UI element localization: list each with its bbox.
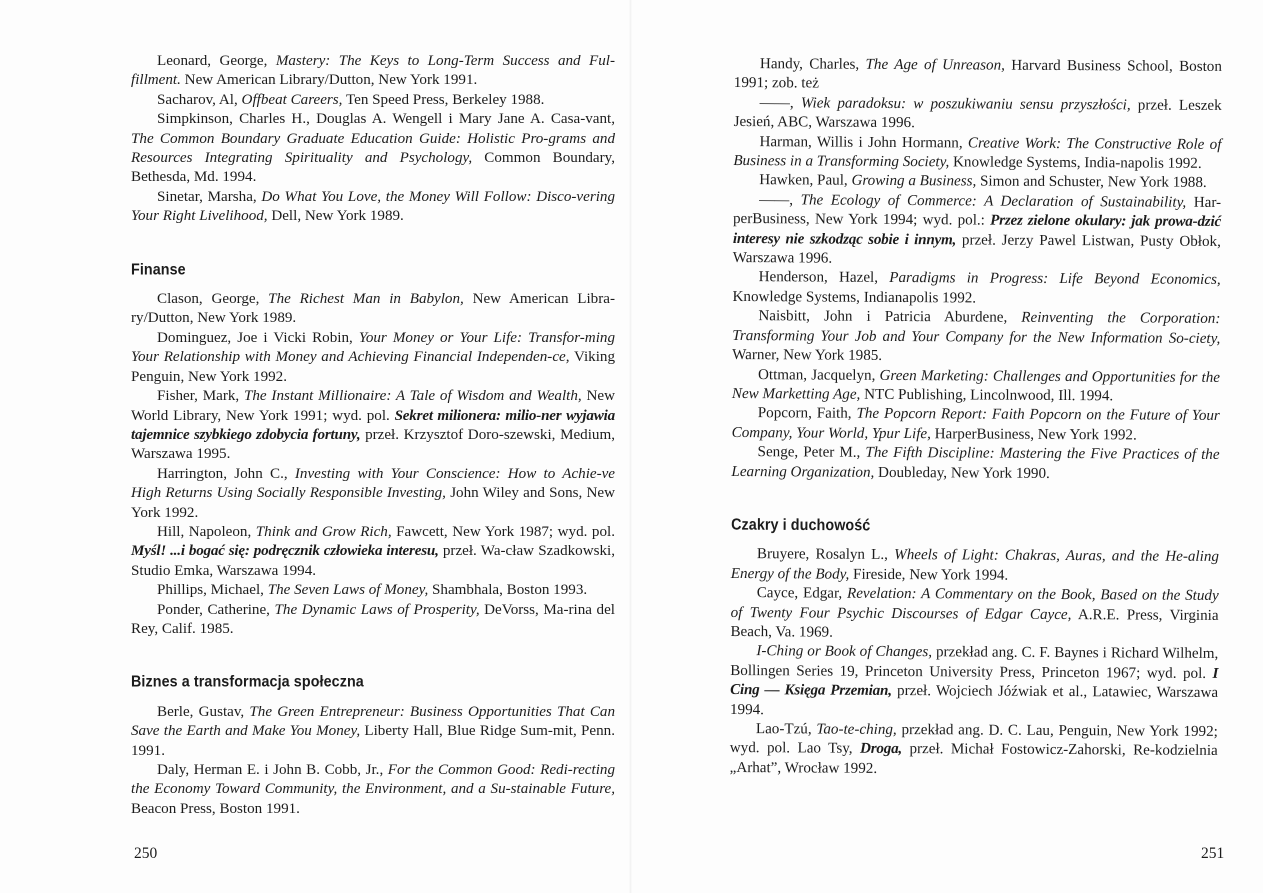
entry-text: Simon and Schuster, New York 1988.	[976, 173, 1207, 192]
entry-text: Har-perBusiness, New York 1994; wyd. pol.:	[732, 194, 1222, 229]
entry-title: Think and Grow Rich,	[255, 523, 392, 540]
entry-title: The Common Boundary Graduate Education Guide: Holistic Pro-grams and Resources Integrating Spirituality and Psychology,	[131, 130, 615, 167]
entry-title: The Popcorn Report: Faith Popcorn on the Future of Your Company, Your World, Ypur Life,	[731, 406, 1220, 442]
bibliography-entry	[730, 642, 1218, 723]
entry-title: The Dynamic Laws of Prosperity,	[274, 601, 480, 618]
entry-text: Fawcett, New York 1987; wyd. pol.	[391, 523, 615, 540]
entry-text: Ottman, Jacquelyn,	[757, 366, 880, 384]
right-page-column	[730, 55, 1222, 781]
bibliography-entry	[732, 404, 1220, 446]
entry-text: Harman, Willis i John Hormann,	[759, 133, 968, 152]
entry-text: Harrington, John C.,	[157, 465, 295, 482]
entry-text: NTC Publishing, Lincolnwood, Ill. 1994.	[860, 386, 1114, 405]
bibliography-entry	[131, 601, 615, 640]
entry-title: Your Money or Your Life: Transfor-ming Your Relationship with Money and Achieving Financial Independen-ce,	[131, 329, 615, 366]
biznes-entries	[131, 703, 615, 819]
entry-title: The Green Entrepreneur: Business Opportunities That Can Save the Earth and Make You Money,	[131, 703, 615, 740]
entry-text: Sacharov, Al,	[157, 91, 242, 108]
entry-text: A.R.E. Press, Virginia Beach, Va. 1969.	[730, 606, 1219, 641]
bibliography-entry	[131, 387, 615, 465]
section-heading-biznes: Biznes a transformacja społeczna	[131, 673, 364, 692]
entry-text: Sinetar, Marsha,	[157, 188, 262, 205]
entry-title: For the Common Good: Redi-recting the Economy Toward Community, the Environment, and a Su-stainable Future,	[131, 762, 615, 798]
left-page	[0, 0, 631, 893]
entry-text: Beacon Press, Boston 1991.	[131, 800, 300, 817]
entry-title: Paradigms in Progress: Life Beyond Economics,	[889, 270, 1221, 289]
entry-text: Doubleday, New York 1990.	[874, 464, 1050, 482]
bibliography-entry	[131, 703, 615, 761]
bibliography-entry	[734, 55, 1222, 97]
entry-text: Naisbitt, John i Patricia Aburdene,	[758, 308, 1022, 327]
left-intro-entries	[131, 52, 615, 227]
entry-title: Tao-te-ching,	[816, 721, 897, 739]
right-intro-entries	[731, 55, 1222, 485]
entry-text: Shambhala, Boston 1993.	[428, 582, 588, 599]
entry-title: Investing with Your Conscience: How to Achie-ve High Returns Using Socially Responsible Investing,	[131, 465, 616, 502]
entry-text: Liberty Hall, Blue Ridge Sum-mit, Penn. 1991.	[131, 723, 615, 759]
entry-text: przeł. Wojciech Jóźwiak et al., Latawiec, Warszawa 1994.	[729, 683, 1219, 718]
entry-text: Dell, New York 1989.	[267, 208, 404, 225]
entry-title: The Seven Laws of Money,	[267, 582, 429, 599]
page-number-left: 250	[134, 845, 158, 862]
entry-text: Common Boundary, Bethesda, Md. 1994.	[131, 150, 615, 186]
left-page-column	[131, 52, 615, 819]
entry-text: Berle, Gustav,	[157, 703, 250, 720]
bibliography-entry	[131, 761, 615, 819]
entry-title: Creative Work: The Constructive Role of Business in a Transforming Society,	[733, 135, 1222, 171]
entry-text: Bruyere, Rosalyn L.,	[756, 546, 895, 564]
entry-text: przeł. Leszek Jesień, ABC, Warszawa 1996.	[733, 97, 1222, 132]
entry-title: The Richest Man in Babylon,	[268, 291, 464, 308]
entry-title: The Fifth Discipline: Mastering the Five Practices of the Learning Organization,	[731, 444, 1220, 481]
entry-title: Mastery: The Keys to Long-Term Success and Ful-fillment.	[131, 53, 616, 89]
section-heading-czakry: Czakry i duchowość	[731, 516, 871, 535]
bibliography-entry	[732, 307, 1220, 368]
entry-text: Popcorn, Faith,	[757, 405, 857, 423]
entry-text: New American Library/Dutton, New York 1991.	[180, 72, 478, 89]
entry-text: Warner, New York 1985.	[732, 347, 883, 365]
bibliography-entry	[131, 329, 615, 387]
entry-text: przekład ang. D. C. Lau, Penguin, New York 1992; wyd. pol. Lao Tsy,	[729, 722, 1218, 758]
entry-text: Hill, Napoleon,	[157, 523, 256, 540]
bibliography-entry	[731, 545, 1219, 587]
entry-text: przeł. Wa-cław Szadkowski, Studio Emka, Warszawa 1994.	[131, 543, 615, 579]
entry-text: John Wiley and Sons, New York 1992.	[131, 485, 616, 521]
entry-text: New American Libra-ry/Dutton, New York 1989.	[131, 291, 615, 327]
entry-text: Ten Speed Press, Berkeley 1988.	[342, 91, 545, 108]
bibliography-entry	[732, 268, 1220, 310]
entry-title: Sekret milionera: milio-ner wyjawia tajemnice szybkiego zdobycia fortuny,	[131, 407, 615, 443]
bibliography-entry	[131, 465, 615, 523]
czakry-entries	[730, 545, 1219, 781]
bibliography-entry	[731, 443, 1219, 485]
entry-text: przeł. Michał Fostowicz-Zahorski, Re-kodzielnia „Arhat”, Wrocław 1992.	[729, 741, 1218, 777]
entry-title: Myśl! ...i bogać się: podręcznik człowieka interesu,	[131, 543, 439, 560]
bibliography-entry	[732, 365, 1220, 407]
entry-text: Ponder, Catherine,	[157, 601, 275, 618]
section-heading-finanse: Finanse	[131, 260, 186, 279]
entry-text: Daly, Herman E. i John B. Cobb, Jr.,	[157, 762, 388, 778]
entry-text: Handy, Charles,	[759, 56, 866, 73]
entry-text: Harvard Business School, Boston 1991; zob. też	[733, 57, 1222, 92]
bibliography-entry	[733, 133, 1221, 175]
entry-title: Droga,	[859, 741, 903, 758]
entry-title: Growing a Business,	[851, 173, 977, 190]
bibliography-entry	[131, 581, 615, 600]
entry-title: I-Ching or Book of Changes,	[756, 643, 933, 661]
entry-text: Viking Penguin, New York 1992.	[131, 349, 616, 385]
entry-text: przeł. Krzysztof Doro-szewski, Medium, Warszawa 1995.	[131, 426, 615, 463]
entry-text: DeVorss, Ma-rina del Rey, Calif. 1985.	[131, 601, 615, 637]
entry-title: The Ecology of Commerce: A Declaration of Sustainability,	[800, 192, 1187, 211]
right-page	[631, 0, 1263, 893]
bibliography-entry	[734, 94, 1222, 136]
entry-title: Wheels of Light: Chakras, Auras, and the He-aling Energy of the Body,	[730, 547, 1219, 583]
bibliography-entry	[733, 191, 1221, 272]
entry-text: Simpkinson, Charles H., Douglas A. Wengell i Mary Jane A. Casa-vant,	[157, 111, 615, 128]
finanse-entries	[131, 290, 615, 639]
entry-text: HarperBusiness, New York 1992.	[930, 425, 1137, 444]
entry-text: przeł. Jerzy Pawel Listwan, Pusty Obłok, Warszawa 1996.	[732, 232, 1221, 267]
bibliography-entry	[131, 91, 615, 110]
entry-text: Knowledge Systems, Indianapolis 1992.	[732, 288, 977, 307]
entry-text: Phillips, Michael,	[157, 582, 268, 599]
entry-text: Cayce, Edgar,	[756, 585, 848, 602]
entry-text: przekład ang. C. F. Baynes i Richard Wilhelm, Bollingen Series 19, Princeton University Press, Princeton 1967; wyd. pol.	[730, 644, 1219, 682]
bibliography-entry	[730, 584, 1218, 645]
entry-text: Leonard, George,	[157, 53, 276, 69]
entry-title: The Age of Unreason,	[865, 56, 1005, 74]
entry-title: Reinventing the Corporation: Transforming Your Job and Your Company for the New Information So-ciety,	[732, 310, 1221, 347]
entry-title: Offbeat Careers,	[241, 91, 343, 108]
entry-title: Revelation: A Commentary on the Book, Based on the Study of Twenty Four Psychic Discourses of Edgar Cayce,	[730, 585, 1219, 623]
entry-text: ——,	[759, 192, 801, 209]
entry-text: Fireside, New York 1994.	[849, 566, 1009, 584]
page-number-right: 251	[1201, 845, 1225, 862]
entry-title: The Instant Millionaire: A Tale of Wisdom and Wealth,	[243, 388, 582, 405]
entry-text: Fisher, Mark,	[157, 388, 244, 405]
bibliography-entry	[131, 188, 615, 227]
entry-text: Lao-Tzú,	[755, 721, 817, 738]
bibliography-entry	[131, 523, 615, 581]
bibliography-entry	[131, 110, 615, 188]
entry-title: Wiek paradoksu: w poszukiwaniu sensu przyszłości,	[800, 95, 1131, 114]
entry-text: Clason, George,	[157, 291, 269, 308]
entry-text: Senge, Peter M.,	[757, 444, 866, 461]
entry-title: Przez zielone okulary: jak prowa-dzić interesy nie szkodząc sobie i innym,	[732, 212, 1222, 249]
entry-title: Do What You Love, the Money Will Follow: Disco-vering Your Right Livelihood,	[131, 188, 615, 225]
bibliography-entry	[131, 290, 615, 329]
entry-text: Knowledge Systems, India-napolis 1992.	[949, 154, 1202, 172]
entry-title: I Cing — Księga Przemian,	[730, 665, 1219, 700]
entry-title: Green Marketing: Challenges and Opportunities for the New Marketting Age,	[731, 367, 1221, 403]
bibliography-entry	[730, 720, 1218, 781]
entry-text: Hawken, Paul,	[759, 172, 852, 190]
entry-text: New World Library, New York 1991; wyd. pol.	[131, 388, 615, 424]
entry-text: ——,	[759, 94, 801, 112]
entry-text: Henderson, Hazel,	[758, 269, 890, 287]
entry-text: Dominguez, Joe i Vicki Robin,	[157, 329, 359, 346]
bibliography-entry	[131, 52, 615, 91]
